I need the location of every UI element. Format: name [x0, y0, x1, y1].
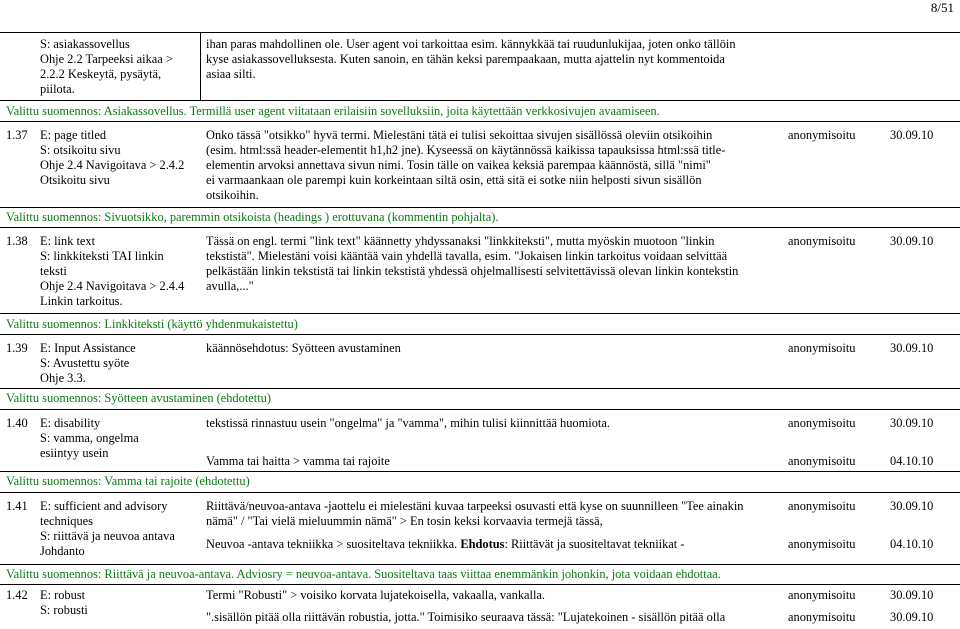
comment-text: : Riittävät ja suositeltavat tekniikat -: [504, 537, 685, 551]
item-number: 1.42: [6, 588, 28, 602]
item-number: 1.39: [6, 341, 28, 355]
author-cell: anonymisoitu: [788, 537, 856, 551]
date-cell: 30.09.10: [890, 610, 934, 624]
comment-cell: Tässä on engl. termi "link text" käännetty yhdyssanaksi "linkkiteksti", mutta myöskin muotoon "linkin tekstistä". Mielestäni voisi kääntää vain yhdellä tavalla, esim. "Jokaisen linkin tarkoitus voidaan selvittää pelkästään linkin tekstistä tai linkin tekstistä yhdessä ohjelmallisesti selvitettävissä olevan linkin kontekstin avulla,...": [206, 234, 739, 293]
comment-cell: Termi "Robusti" > voisiko korvata lujatekoisella, vakaalla, vankalla.: [206, 588, 545, 602]
comment-cell: tekstissä rinnastuu usein "ongelma" ja "vamma", mihin tulisi kiinnittää huomiota.: [206, 416, 610, 430]
date-cell: 30.09.10: [890, 341, 934, 355]
date-cell: 04.10.10: [890, 537, 934, 551]
item-number: 1.41: [6, 499, 28, 513]
row-divider: [0, 584, 960, 585]
item-number: 1.40: [6, 416, 28, 430]
source-term-cell: E: disability S: vamma, ongelma esiintyy usein: [40, 416, 139, 460]
source-term-cell: E: page titled S: otsikoitu sivu Ohje 2.4 Navigoitava > 2.4.2 Otsikoitu sivu: [40, 128, 185, 187]
author-cell: anonymisoitu: [788, 234, 856, 248]
row-divider: [0, 388, 960, 389]
date-cell: 04.10.10: [890, 454, 934, 468]
date-cell: 30.09.10: [890, 588, 934, 602]
selected-translation: Valittu suomennos: Riittävä ja neuvoa-antava. Adviosry = neuvoa-antava. Suositeltava taas viittaa enemmänkin johonkin, jota voidaan ehdottaa.: [6, 567, 721, 581]
row-divider: [0, 121, 960, 122]
selected-translation: Valittu suomennos: Vamma tai rajoite (ehdotettu): [6, 474, 250, 488]
date-cell: 30.09.10: [890, 416, 934, 430]
source-term-cell: E: sufficient and advisory techniques S: riittävä ja neuvoa antava Johdanto: [40, 499, 175, 558]
row-divider: [0, 334, 960, 335]
author-cell: anonymisoitu: [788, 499, 856, 513]
selected-translation: Valittu suomennos: Sivuotsikko, paremmin otsikoista (headings ) erottuvana (kommentin pohjalta).: [6, 210, 499, 224]
author-cell: anonymisoitu: [788, 610, 856, 624]
column-divider: [200, 32, 201, 100]
selected-translation: Valittu suomennos: Asiakassovellus. Termillä user agent viitataan erilaisiin sovelluksiin, joita käytettään verkkosivujen avaamiseen.: [6, 104, 660, 118]
author-cell: anonymisoitu: [788, 341, 856, 355]
date-cell: 30.09.10: [890, 128, 934, 142]
author-cell: anonymisoitu: [788, 588, 856, 602]
row-divider: [0, 471, 960, 472]
item-number: 1.38: [6, 234, 28, 248]
row-divider: [0, 227, 960, 228]
row-divider: [0, 492, 960, 493]
source-term-cell: E: robust S: robusti: [40, 588, 88, 617]
author-cell: anonymisoitu: [788, 128, 856, 142]
comment-cell: ".sisällön pitää olla riittävän robustia, jotta." Toimisiko seuraava tässä: "Lujatekoinen - sisällön pitää olla: [206, 610, 726, 624]
top-source-cell: S: asiakassovellus Ohje 2.2 Tarpeeksi aikaa > 2.2.2 Keskeytä, pysäytä, piilota.: [40, 37, 173, 96]
source-term-cell: E: link text S: linkkiteksti TAI linkin teksti Ohje 2.4 Navigoitava > 2.4.4 Linkin tarkoitus.: [40, 234, 185, 308]
comment-emphasis: Ehdotus: [460, 537, 505, 551]
top-comment-cell: ihan paras mahdollinen ole. User agent voi tarkoittaa esim. kännykkää tai ruudunlukijaa, joten onko tällöin kyse asiakassovelluksesta. Kuten sanoin, en tähän keksi parempaakaan, mutta ajattelin nyt kommentoida asiaa silti.: [206, 37, 736, 81]
page-number: 8/51: [930, 0, 954, 15]
author-cell: anonymisoitu: [788, 416, 856, 430]
comment-cell: [206, 537, 684, 552]
comment-cell: Riittävä/neuvoa-antava -jaottelu ei mielestäni kuvaa tarpeeksi osuvasti että kyse on suunnilleen "Tee ainakin nämä" / "Tai vielä mieluummin nämä" > En tosin keksi korvaavia termejä tässä,: [206, 499, 744, 528]
row-divider: [0, 207, 960, 208]
row-divider: [0, 409, 960, 410]
table-top-border: [0, 32, 960, 33]
author-cell: anonymisoitu: [788, 454, 856, 468]
selected-translation: Valittu suomennos: Syötteen avustaminen (ehdotettu): [6, 391, 271, 405]
source-term-cell: E: Input Assistance S: Avustettu syöte Ohje 3.3.: [40, 341, 136, 385]
row-divider: [0, 313, 960, 314]
comment-cell: Vamma tai haitta > vamma tai rajoite: [206, 454, 390, 468]
comment-text: Neuvoa -antava tekniikka > suositeltava tekniikka.: [206, 537, 461, 551]
date-cell: 30.09.10: [890, 234, 934, 248]
item-number: 1.37: [6, 128, 28, 142]
row-divider: [0, 564, 960, 565]
comment-cell: Onko tässä "otsikko" hyvä termi. Mielestäni tätä ei tulisi sekoittaa sivujen sisällössä oleviin otsikoihin (esim. html:ssä header-elementit h1,h2 jne). Kyseessä on käytännössä kaikissa tapauksissa html:ssä title- elementin arvoksi annettava sivun nimi. Tosin tälle on vaikea keksiä parempaa käännöstä, sillä "nimi" ei varmaankaan ole parempi kuin korkeintaan siltä osin, että sitä ei sotke niin helposti sivun sisällön otsikoihin.: [206, 128, 726, 202]
row-divider: [0, 100, 960, 101]
selected-translation: Valittu suomennos: Linkkiteksti (käyttö yhdenmukaistettu): [6, 317, 298, 331]
date-cell: 30.09.10: [890, 499, 934, 513]
comment-cell: käännösehdotus: Syötteen avustaminen: [206, 341, 401, 355]
